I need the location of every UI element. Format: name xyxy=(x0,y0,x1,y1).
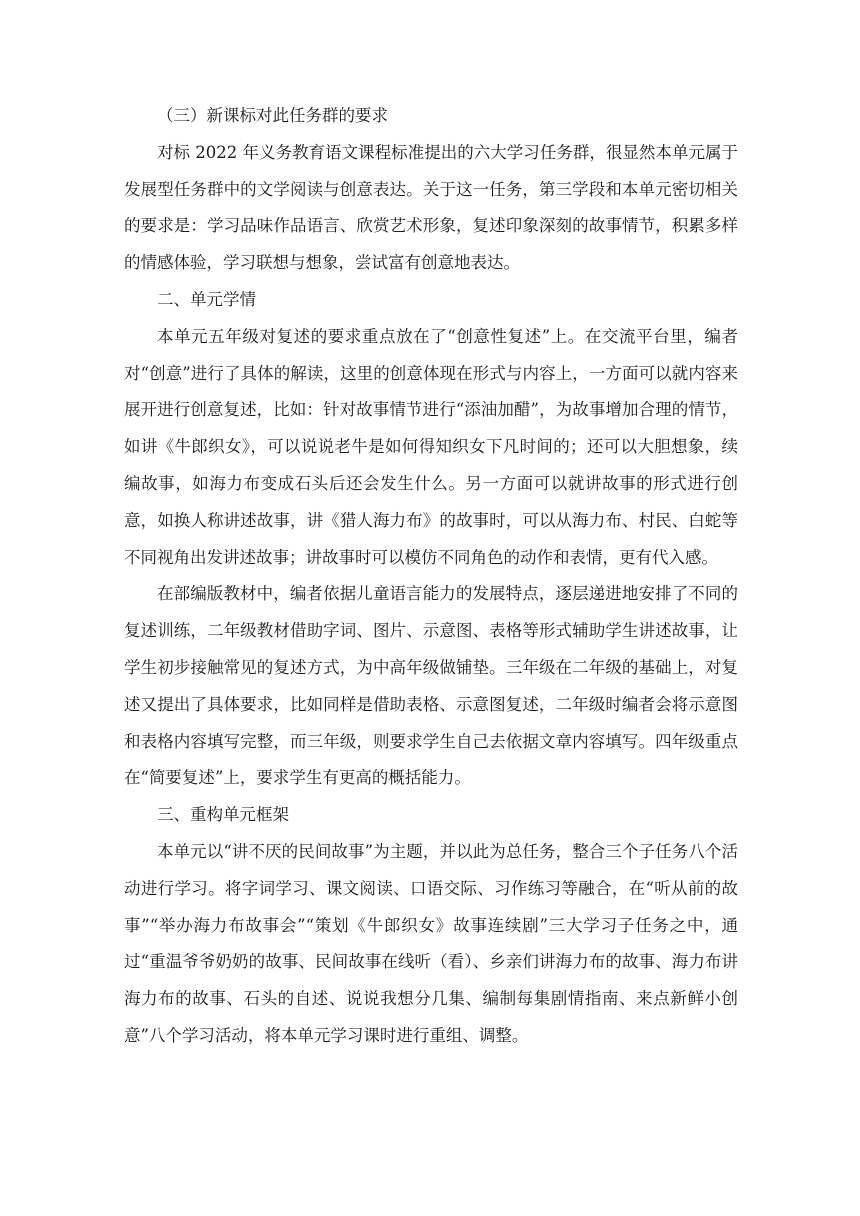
paragraph-textbook-progression: 在部编版教材中，编者依据儿童语言能力的发展特点，逐层递进地安排了不同的复述训练，二年级教材借助字词、图片、示意图、表格等形式辅助学生讲述故事，让学生初步接触常见的复述方式，为中高年级做铺垫。三年级在二年级的基础上，对复述又提出了具体要求，比如同样是借助表格、示意图复述，二年级时编者会将示意图和表格内容填写完整，而三年级，则要求学生自己去依据文章内容填写。四年级重点在“简要复述”上，要求学生有更高的概括能力。 xyxy=(124,584,738,788)
paragraph-curriculum-requirements: 对标 2022 年义务教育语文课程标准提出的六大学习任务群，很显然本单元属于发展型任务群中的文学阅读与创意表达。关于这一任务，第三学段和本单元密切相关的要求是：学习品味作品语言、欣赏艺术形象，复述印象深刻的故事情节，积累多样的情感体验，学习联想与想象，尝试富有创意地表达。 xyxy=(124,142,738,273)
document-page xyxy=(124,98,738,1055)
subsection-heading-curriculum: （三）新课标对此任务群的要求 xyxy=(157,106,388,125)
paragraph-unit-framework: 本单元以“讲不厌的民间故事”为主题，并以此为总任务，整合三个子任务八个活动进行学习。将字词学习、课文阅读、口语交际、习作练习等融合，在“听从前的故事”“举办海力布故事会”“策划《牛郎织女》故事连续剧”三大学习子任务之中，通过“重温爷爷奶奶的故事、民间故事在线听（看）、乡亲们讲海力布的故事、海力布讲海力布的故事、石头的自述、说说我想分几集、编制每集剧情指南、来点新鲜小创意”八个学习活动，将本单元学习课时进行重组、调整。 xyxy=(124,841,738,1045)
paragraph-creative-retelling: 本单元五年级对复述的要求重点放在了“创意性复述”上。在交流平台里，编者对“创意”进行了具体的解读，这里的创意体现在形式与内容上，一方面可以就内容来展开进行创意复述，比如：针对故事情节进行“添油加醋”，为故事增加合理的情节，如讲《牛郎织女》，可以说说老牛是如何得知织女下凡时间的；还可以大胆想象，续编故事，如海力布变成石头后还会发生什么。另一方面可以就讲故事的形式进行创意，如换人称讲述故事，讲《猎人海力布》的故事时，可以从海力布、村民、白蛇等不同视角出发讲述故事；讲故事时可以模仿不同角色的动作和表情，更有代入感。 xyxy=(124,326,738,567)
section-heading-learning-situation: 二、单元学情 xyxy=(157,289,256,309)
section-heading-unit-framework: 三、重构单元框架 xyxy=(157,805,289,825)
